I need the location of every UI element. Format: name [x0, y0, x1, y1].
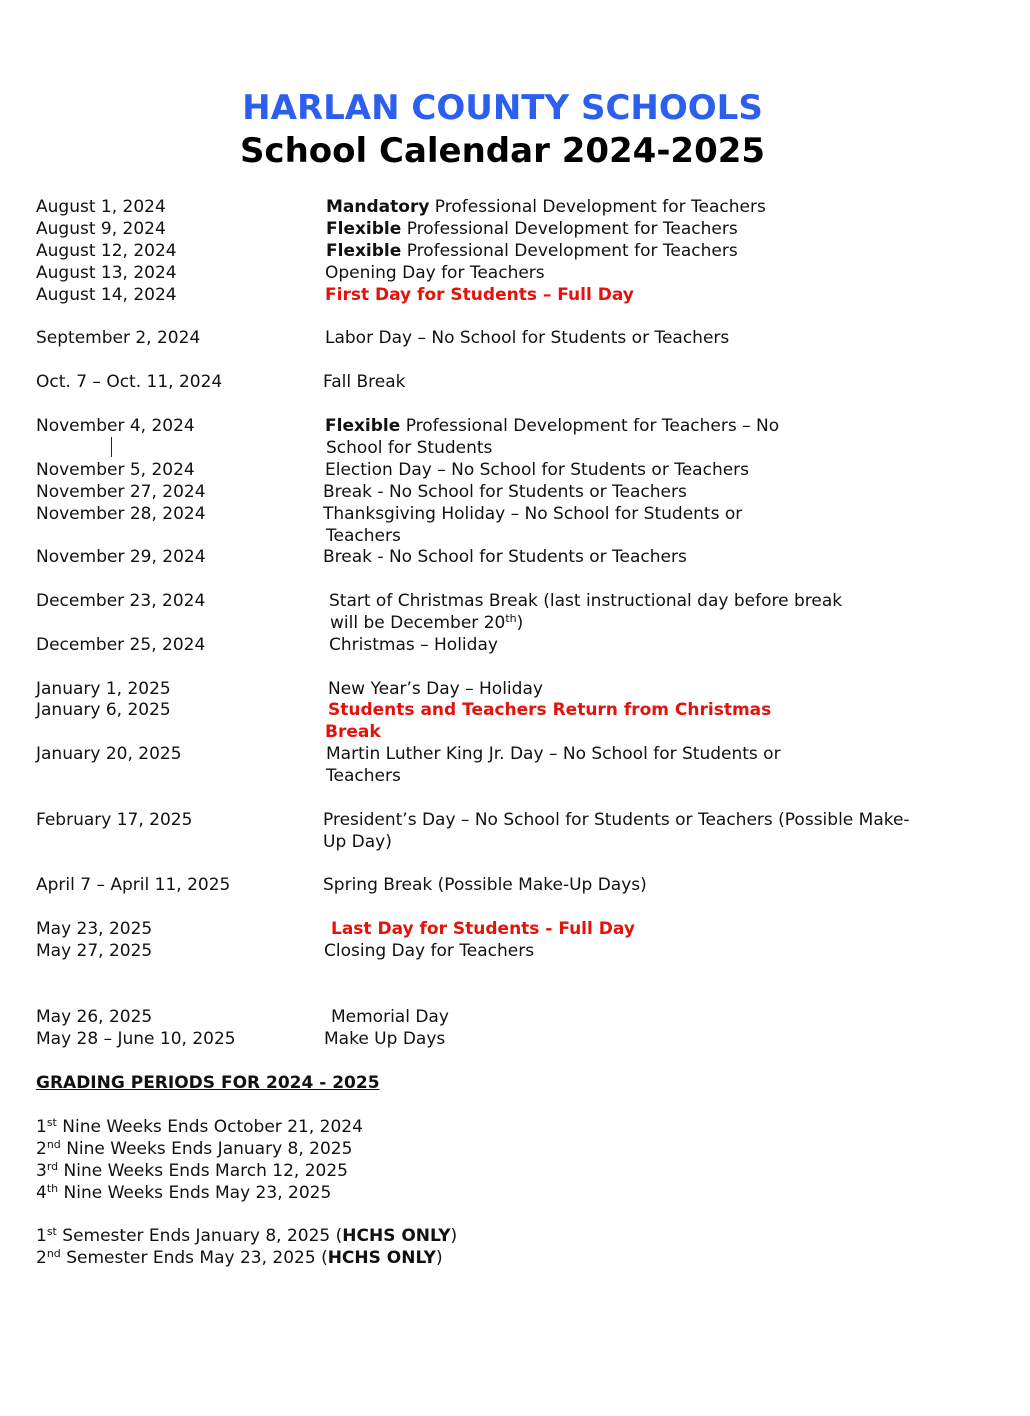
- event-date: August 1, 2024: [36, 197, 166, 217]
- event-description: will be December 20th): [330, 612, 524, 633]
- event-date: August 9, 2024: [36, 219, 166, 239]
- event-description-highlight: Students and Teachers Return from Christmas: [328, 700, 772, 720]
- event-date: August 12, 2024: [36, 241, 177, 261]
- event-date: September 2, 2024: [36, 328, 201, 348]
- event-description: Thanksgiving Holiday – No School for Students or: [323, 504, 743, 524]
- event-description: Flexible Professional Development for Teachers: [326, 219, 738, 239]
- event-description: Fall Break: [323, 372, 406, 392]
- event-description: Make Up Days: [324, 1029, 446, 1049]
- calendar-title: School Calendar 2024-2025: [239, 131, 766, 171]
- grading-period: 2nd Nine Weeks Ends January 8, 2025: [36, 1138, 353, 1159]
- event-description: Election Day – No School for Students or Teachers: [325, 460, 750, 480]
- semester-period: 1st Semester Ends January 8, 2025 (HCHS ONLY): [36, 1225, 458, 1246]
- event-date: May 28 – June 10, 2025: [36, 1029, 236, 1049]
- event-date: August 13, 2024: [36, 263, 177, 283]
- grading-periods-heading: GRADING PERIODS FOR 2024 - 2025: [36, 1073, 380, 1093]
- event-description: Flexible Professional Development for Teachers – No: [325, 416, 780, 436]
- event-date: November 28, 2024: [36, 504, 206, 524]
- event-description: Teachers: [326, 766, 401, 786]
- event-date: December 23, 2024: [36, 591, 206, 611]
- event-date: November 4, 2024: [36, 416, 195, 436]
- event-date: December 25, 2024: [36, 635, 206, 655]
- district-title: HARLAN COUNTY SCHOOLS: [242, 88, 763, 128]
- event-date: January 20, 2025: [36, 744, 182, 764]
- event-date: February 17, 2025: [36, 810, 193, 830]
- grading-period: 4th Nine Weeks Ends May 23, 2025: [36, 1182, 332, 1203]
- event-description: Opening Day for Teachers: [325, 263, 545, 283]
- event-date: Oct. 7 – Oct. 11, 2024: [36, 372, 223, 392]
- event-date: May 27, 2025: [36, 941, 153, 961]
- event-description: Break - No School for Students or Teachers: [323, 547, 687, 567]
- semester-period: 2nd Semester Ends May 23, 2025 (HCHS ONLY): [36, 1247, 443, 1268]
- event-date: August 14, 2024: [36, 285, 177, 305]
- event-description: Flexible Professional Development for Teachers: [326, 241, 738, 261]
- event-description: Break - No School for Students or Teachers: [323, 482, 687, 502]
- event-date: May 23, 2025: [36, 919, 153, 939]
- text-cursor: [111, 437, 112, 457]
- event-description: Closing Day for Teachers: [324, 941, 535, 961]
- event-description: Spring Break (Possible Make-Up Days): [323, 875, 647, 895]
- event-description-highlight: First Day for Students – Full Day: [325, 285, 634, 305]
- event-date: November 27, 2024: [36, 482, 206, 502]
- event-date: January 6, 2025: [36, 700, 171, 720]
- grading-period: 1st Nine Weeks Ends October 21, 2024: [36, 1116, 363, 1137]
- event-description-highlight: Last Day for Students - Full Day: [331, 919, 635, 939]
- event-description: New Year’s Day – Holiday: [328, 679, 543, 699]
- event-description: Labor Day – No School for Students or Teachers: [325, 328, 730, 348]
- grading-period: 3rd Nine Weeks Ends March 12, 2025: [36, 1160, 348, 1181]
- event-description: Mandatory Professional Development for Teachers: [326, 197, 766, 217]
- event-date: November 29, 2024: [36, 547, 206, 567]
- event-description: Up Day): [323, 832, 392, 852]
- event-date: January 1, 2025: [36, 679, 171, 699]
- event-description: Teachers: [326, 526, 401, 546]
- event-date: November 5, 2024: [36, 460, 195, 480]
- event-description: Martin Luther King Jr. Day – No School for Students or: [326, 744, 781, 764]
- event-description: Start of Christmas Break (last instructional day before break: [329, 591, 843, 611]
- event-description: President’s Day – No School for Students or Teachers (Possible Make-: [323, 810, 910, 830]
- event-description: Memorial Day: [331, 1007, 449, 1027]
- event-description: Christmas – Holiday: [329, 635, 498, 655]
- event-date: April 7 – April 11, 2025: [36, 875, 231, 895]
- event-description-highlight: Break: [325, 722, 381, 742]
- event-date: May 26, 2025: [36, 1007, 153, 1027]
- event-description: School for Students: [326, 438, 493, 458]
